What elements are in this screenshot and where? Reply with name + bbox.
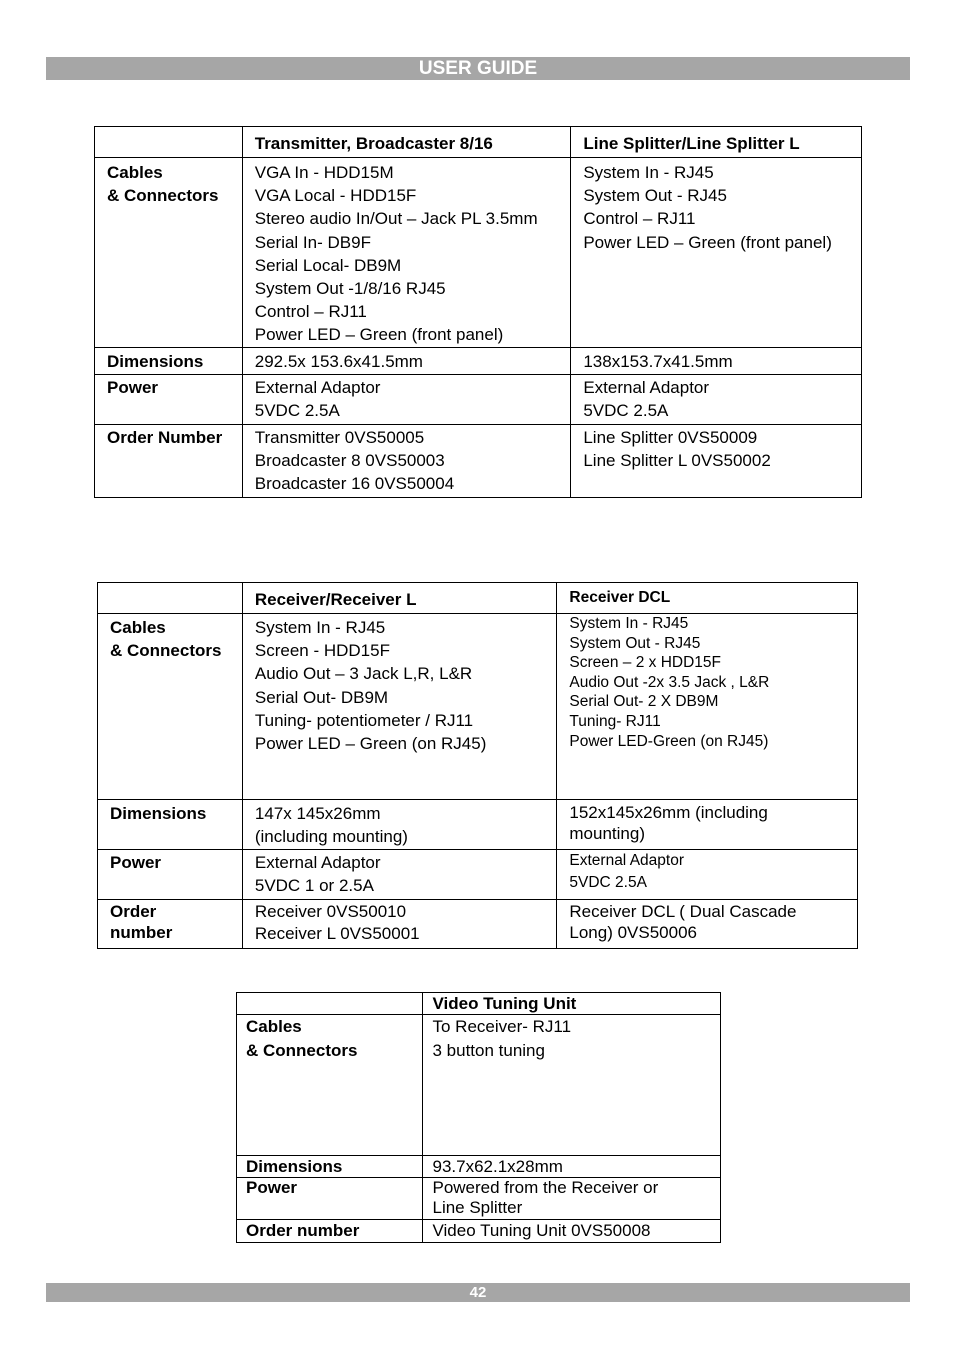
row-label-cell (95, 374, 243, 424)
row-label-cell (98, 614, 243, 800)
row-label: Cables (246, 1017, 302, 1036)
spec-line: External Adaptor (583, 377, 710, 397)
row-label: Power (110, 853, 162, 872)
spec-line: System Out - RJ45 (583, 186, 727, 206)
spec-cell (242, 374, 571, 424)
spec-line: 292.5x 153.6x41.5mm (254, 351, 423, 371)
spec-line: Audio Out -2x 3.5 Jack , L&R (569, 673, 770, 691)
spec-line: Power LED-Green (on RJ45) (569, 732, 769, 750)
spec-cell (557, 800, 858, 850)
spec-cell (242, 614, 557, 800)
spec-line: Tuning- RJ11 (569, 712, 661, 730)
row-label: Power (107, 377, 159, 397)
spec-line: Line Splitter 0VS50009 (583, 427, 758, 447)
spec-line: Control – RJ11 (583, 209, 696, 229)
spec-line: System Out - RJ45 (569, 634, 701, 652)
column-header: Receiver/Receiver L (254, 590, 417, 609)
spec-line: System Out -1/8/16 RJ45 (254, 279, 446, 299)
spec-cell (423, 1178, 721, 1220)
row-label-cell (237, 1178, 423, 1220)
spec-line: Line Splitter L 0VS50002 (583, 450, 771, 470)
spec-line: System In - RJ45 (583, 163, 714, 182)
row-label: Cables (107, 163, 163, 182)
spec-cell (571, 347, 862, 374)
spec-line: External Adaptor (569, 852, 684, 869)
spec-line: Receiver L 0VS50001 (254, 924, 420, 943)
spec-line: System In - RJ45 (254, 618, 386, 637)
spec-line: Broadcaster 8 0VS50003 (254, 450, 445, 470)
spec-line: Serial Local- DB9M (254, 255, 402, 275)
spec-table-receiver (97, 582, 858, 949)
row-label: Cables (110, 618, 166, 637)
spec-cell (571, 424, 862, 497)
spec-line: Line Splitter (432, 1198, 523, 1217)
spec-line: System In - RJ45 (569, 615, 689, 632)
spec-cell (242, 158, 571, 348)
row-label-cell (98, 800, 243, 850)
row-label-cell (237, 1220, 423, 1243)
spec-cell (423, 1220, 721, 1243)
spec-line: To Receiver- RJ11 (432, 1017, 572, 1036)
row-label: & Connectors (110, 641, 222, 661)
spec-cell (571, 374, 862, 424)
row-label: Power (246, 1178, 298, 1197)
spec-line: 5VDC 2.5A (569, 874, 647, 891)
spec-line: 3 button tuning (432, 1041, 545, 1060)
spec-cell (557, 614, 858, 800)
spec-line: 5VDC 2.5A (254, 400, 340, 420)
spec-line: External Adaptor (254, 377, 381, 397)
row-label-cell (237, 1156, 423, 1178)
row-label: & Connectors (246, 1041, 358, 1060)
spec-line: VGA Local - HDD15F (254, 186, 417, 206)
spec-cell (242, 424, 571, 497)
page-number: 42 (46, 1283, 910, 1302)
spec-line: 5VDC 2.5A (583, 400, 669, 420)
spec-line: 93.7x62.1x28mm (432, 1157, 563, 1176)
row-label-cell (95, 347, 243, 374)
spec-line: Receiver 0VS50010 (254, 902, 407, 921)
row-label: Order Number (107, 427, 223, 447)
column-header: Receiver DCL (569, 589, 671, 606)
spec-line: 152x145x26mm (including (569, 803, 768, 822)
spec-line: Tuning- potentiometer / RJ11 (254, 710, 474, 730)
row-label: Dimensions (110, 804, 207, 823)
spec-table-transmitter (94, 126, 862, 498)
spec-line: Audio Out – 3 Jack L,R, L&R (254, 664, 473, 684)
column-header: Transmitter, Broadcaster 8/16 (254, 134, 493, 153)
header-empty-cell (98, 583, 243, 614)
spec-cell (242, 347, 571, 374)
spec-cell (423, 1015, 721, 1156)
page-header: USER GUIDE (46, 57, 910, 80)
column-header: Line Splitter/Line Splitter L (583, 134, 800, 153)
spec-line: Serial In- DB9F (254, 232, 371, 252)
row-label-cell (95, 424, 243, 497)
spec-line: Stereo audio In/Out – Jack PL 3.5mm (254, 209, 538, 229)
row-label-cell (98, 900, 243, 949)
row-label: Order (110, 902, 157, 921)
spec-line: 5VDC 1 or 2.5A (254, 876, 374, 896)
row-label: Dimensions (246, 1157, 343, 1176)
spec-line: Power LED – Green (front panel) (254, 325, 504, 345)
spec-line: Long) 0VS50006 (569, 923, 697, 942)
spec-cell (423, 1156, 721, 1178)
spec-line: Video Tuning Unit 0VS50008 (432, 1221, 651, 1240)
row-label-cell (95, 158, 243, 348)
spec-line: 138x153.7x41.5mm (583, 351, 733, 371)
row-label-cell (237, 1015, 423, 1156)
spec-cell (557, 900, 858, 949)
spec-line: Power LED – Green (on RJ45) (254, 734, 487, 754)
column-header: Video Tuning Unit (432, 994, 577, 1013)
row-label: Order number (246, 1221, 360, 1240)
spec-line: Serial Out- DB9M (254, 687, 389, 707)
spec-line: Serial Out- 2 X DB9M (569, 693, 719, 711)
spec-line: Screen – 2 x HDD15F (569, 654, 722, 672)
spec-cell (557, 850, 858, 900)
spec-cell (242, 800, 557, 850)
spec-cell (571, 158, 862, 348)
spec-line: Control – RJ11 (254, 302, 367, 322)
spec-table-tuning-unit (236, 992, 721, 1243)
header-empty-cell (95, 127, 243, 158)
spec-line: Screen - HDD15F (254, 641, 390, 661)
spec-line: (including mounting) (254, 827, 408, 847)
header-empty-cell (237, 993, 423, 1015)
spec-line: Broadcaster 16 0VS50004 (254, 474, 455, 494)
spec-line: External Adaptor (254, 853, 381, 872)
spec-line: Power LED – Green (front panel) (583, 232, 832, 252)
spec-cell (242, 850, 557, 900)
spec-cell (242, 900, 557, 949)
spec-line: Receiver DCL ( Dual Cascade (569, 902, 797, 921)
row-label: Dimensions (107, 351, 204, 371)
spec-line: Powered from the Receiver or (432, 1178, 659, 1197)
spec-line: mounting) (569, 824, 645, 843)
spec-line: 147x 145x26mm (254, 804, 381, 823)
row-label: number (110, 923, 173, 942)
row-label: & Connectors (107, 186, 219, 206)
spec-line: Transmitter 0VS50005 (254, 427, 425, 447)
spec-line: VGA In - HDD15M (254, 163, 394, 182)
row-label-cell (98, 850, 243, 900)
